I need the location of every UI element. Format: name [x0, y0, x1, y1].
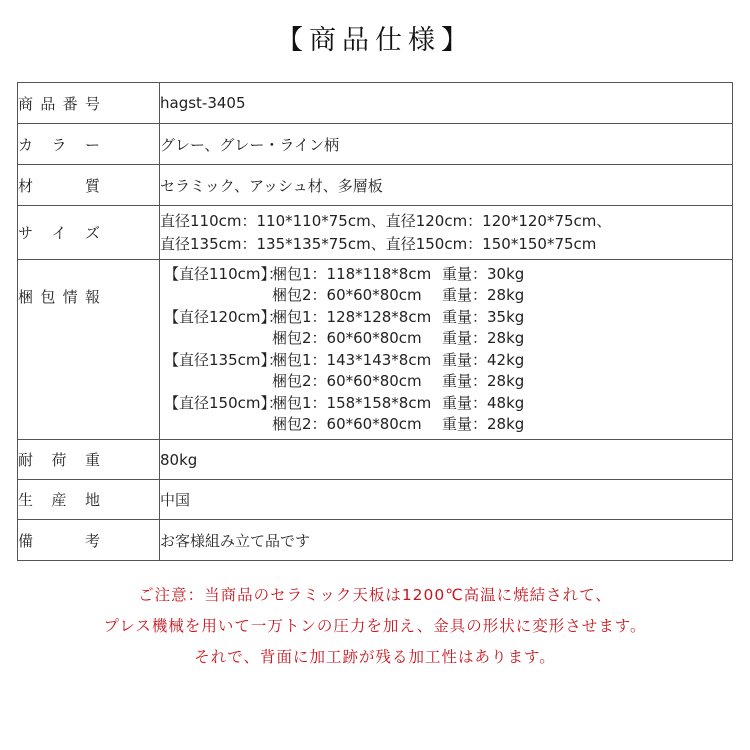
- row-origin: [18, 480, 733, 520]
- packing-size-head: 【直径110cm】：: [164, 264, 283, 283]
- packing-dimensions: 梱包2：60*60*80cm: [272, 415, 422, 433]
- row-size: [18, 206, 733, 260]
- packing-dimensions: 梱包1：118*118*8cm: [272, 264, 432, 283]
- value-origin: 中国: [160, 480, 733, 520]
- packing-size-head: 【直径135cm】：: [164, 350, 283, 369]
- packing-dimensions: 梱包2：60*60*80cm: [272, 372, 422, 390]
- label-product-code: 商 品 番 号: [18, 83, 160, 124]
- value-material: セラミック、アッシュ材、多層板: [160, 165, 733, 206]
- packing-line: [164, 285, 732, 307]
- packing-line: [164, 350, 732, 372]
- row-packing: [18, 260, 733, 440]
- value-remarks: お客様組み立て品です: [160, 520, 733, 561]
- label-color: カ ラ ー: [18, 124, 160, 165]
- row-load-capacity: [18, 440, 733, 480]
- packing-weight: 重量：42kg: [442, 350, 525, 369]
- packing-line: [164, 307, 732, 329]
- caution-line: ご注意：当商品のセラミック天板は1200℃高温に焼結されて、: [138, 586, 612, 604]
- packing-weight: 重量：30kg: [442, 264, 525, 283]
- packing-size-head: 【直径120cm】：: [164, 307, 283, 326]
- packing-weight: 重量：28kg: [442, 286, 525, 304]
- spec-title: 【商品仕様】: [276, 25, 474, 56]
- value-size: [160, 206, 733, 260]
- label-size: サ イ ズ: [18, 206, 160, 260]
- spec-table: [17, 82, 733, 561]
- packing-dimensions: 梱包1：158*158*8cm: [272, 393, 432, 412]
- packing-dimensions: 梱包2：60*60*80cm: [272, 286, 422, 304]
- packing-weight: 重量：28kg: [442, 415, 525, 433]
- label-origin: 生 産 地: [18, 480, 160, 520]
- label-load-capacity: 耐 荷 重: [18, 440, 160, 480]
- value-color: グレー、グレー・ライン柄: [160, 124, 733, 165]
- row-color: [18, 124, 733, 165]
- label-material: 材 質: [18, 165, 160, 206]
- row-remarks: [18, 520, 733, 561]
- value-product-code: hagst-3405: [160, 83, 733, 124]
- packing-weight: 重量：48kg: [442, 393, 525, 412]
- packing-line: [164, 414, 732, 436]
- size-line: 直径110cm：110*110*75cm、直径120cm：120*120*75cm、: [160, 211, 612, 230]
- packing-dimensions: 梱包1：128*128*8cm: [272, 307, 432, 326]
- label-packing: 梱 包 情 報: [18, 260, 160, 440]
- caution-line: それで、背面に加工跡が残る加工性はあります。: [194, 648, 556, 666]
- row-product-code: [18, 83, 733, 124]
- packing-weight: 重量：28kg: [442, 329, 525, 347]
- packing-dimensions: 梱包1：143*143*8cm: [272, 350, 432, 369]
- packing-dimensions: 梱包2：60*60*80cm: [272, 329, 422, 347]
- caution-notes: [0, 580, 750, 673]
- packing-weight: 重量：35kg: [442, 307, 525, 326]
- packing-size-head: 【直径150cm】：: [164, 393, 283, 412]
- size-line: 直径135cm：135*135*75cm、直径150cm：150*150*75cm: [160, 234, 597, 253]
- packing-line: [164, 264, 732, 286]
- value-packing: [160, 260, 733, 440]
- label-remarks: 備 考: [18, 520, 160, 561]
- value-load-capacity: 80kg: [160, 440, 733, 480]
- packing-line: [164, 371, 732, 393]
- packing-line: [164, 328, 732, 350]
- row-material: [18, 165, 733, 206]
- packing-line: [164, 393, 732, 415]
- caution-line: プレス機械を用いて一万トンの圧力を加え、金具の形状に変形させます。: [103, 617, 647, 635]
- packing-weight: 重量：28kg: [442, 372, 525, 390]
